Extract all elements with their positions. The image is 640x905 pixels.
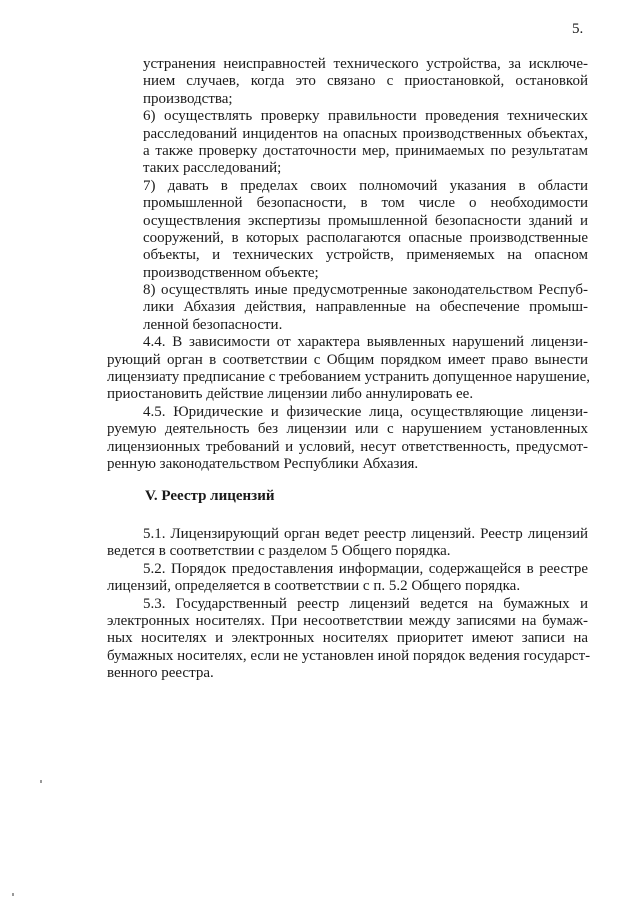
section-4-text — [107, 56, 591, 473]
text-line: лицензий, определяется в соответствии с п. 5.2 Общего порядка. — [107, 578, 521, 595]
text-line: устранения неисправностей технического устройства, за исключе- — [143, 56, 588, 72]
text-line: ренную законодательством Республики Абхазия. — [107, 455, 419, 472]
text-line: лицензиату предписание с требованием устранить допущенное нарушение, — [107, 369, 591, 386]
text-line: 4.4. В зависимости от характера выявленных нарушений лицензи- — [143, 334, 588, 351]
section-5-text — [107, 526, 591, 683]
text-line: ленной безопасности. — [143, 316, 283, 333]
text-line: лицензионных требований и условий, несут ответственность, предусмот- — [107, 438, 588, 455]
text-line: объекты, и технических устройств, применяемых на опасном — [143, 247, 588, 264]
text-line: рующий орган в соответствии с Общим порядком имеет право вынести — [107, 351, 588, 368]
text-line: сооружений, в которых располагаются опасные производственные — [143, 229, 588, 246]
text-line: ных носителях и электронных носителях приоритет имеют записи на — [107, 630, 588, 647]
scan-speck — [40, 780, 42, 783]
text-line: 8) осуществлять иные предусмотренные законодательством Респуб- — [143, 282, 588, 299]
text-line: венного реестра. — [107, 665, 214, 682]
text-line: бумажных носителях, если не установлен иной порядок ведения государст- — [107, 647, 591, 664]
text-line: нием случаев, когда это связано с приостановкой, остановкой — [143, 73, 588, 90]
text-line: 5.3. Государственный реестр лицензий ведется на бумажных и — [143, 595, 588, 612]
text-line: ведется в соответствии с разделом 5 Общего порядка. — [107, 543, 451, 560]
scan-speck — [12, 893, 14, 896]
text-line: 7) давать в пределах своих полномочий указания в области — [143, 177, 588, 194]
text-line: а также проверку достаточности мер, принимаемых по результатам — [143, 142, 588, 159]
text-line: 4.5. Юридические и физические лица, осуществляющие лицензи- — [143, 403, 588, 420]
text-line: 6) осуществлять проверку правильности проведения технических — [143, 108, 588, 125]
page-number: 5. — [572, 21, 584, 37]
text-line: промышленной безопасности, в том числе о необходимости — [143, 195, 588, 212]
text-line: лики Абхазия действия, направленные на обеспечение промыш- — [143, 299, 588, 316]
text-line: электронных носителях. При несоответствии между записями на бумаж- — [107, 612, 588, 629]
text-line: таких расследований; — [143, 160, 282, 177]
text-line: производственном объекте; — [143, 264, 319, 281]
text-line: расследований инцидентов на опасных производственных объектах, — [143, 125, 588, 142]
text-line: осуществления экспертизы промышленной безопасности зданий и — [143, 212, 588, 229]
text-line: приостановить действие лицензии либо аннулировать ее. — [107, 386, 474, 403]
text-line: 5.2. Порядок предоставления информации, содержащейся в реестре — [143, 560, 588, 577]
text-line: 5.1. Лицензирующий орган ведет реестр лицензий. Реестр лицензий — [143, 526, 588, 542]
text-line: производства; — [143, 90, 233, 107]
text-line: руемую деятельность без лицензии или с нарушением установленных — [107, 421, 588, 438]
section-heading: V. Реестр лицензий — [145, 488, 275, 504]
